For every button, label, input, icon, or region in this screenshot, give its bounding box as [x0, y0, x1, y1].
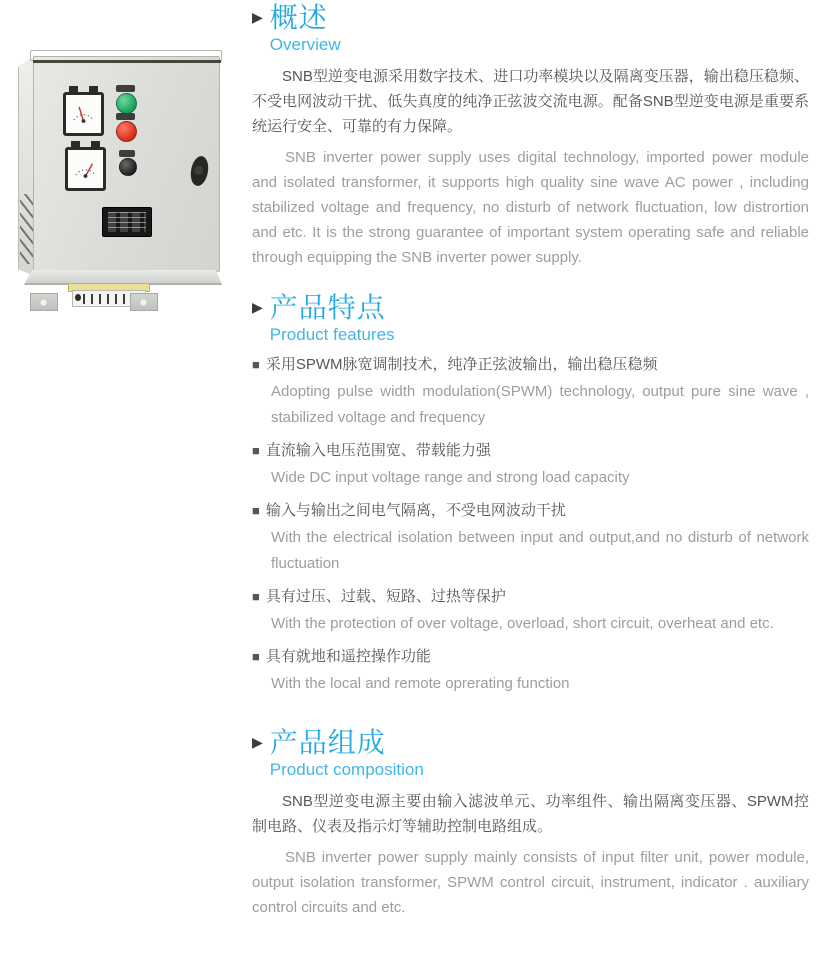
section-title-zh: 产品组成 [269, 727, 386, 758]
feature-item-en: Wide DC input voltage range and strong load capacity [271, 469, 630, 486]
feature-text-zh: 具有过压、过载、短路、过热等保护 [265, 588, 506, 605]
square-bullet-icon: ■ [252, 503, 260, 518]
feature-text-zh: 输入与输出之间电气隔离，不受电网波动干扰 [265, 502, 566, 519]
feature-text-zh: 具有就地和遥控操作功能 [265, 648, 431, 665]
terminal-screw [75, 294, 81, 301]
green-button-collar [116, 85, 135, 92]
square-bullet-icon: ■ [252, 443, 260, 458]
feature-item-zh [252, 498, 809, 523]
overview-paragraph-zh: SNB型逆变电源采用数字技术、进口功率模块以及隔离变压器，输出稳压稳频、不受电网波动干扰、低失真度的纯净正弦波交流电源。配备SNB型逆变电源是重要系统运行安全、可靠的有力保障。 [252, 68, 809, 135]
feature-item-en: With the local and remote oprerating function [271, 675, 570, 692]
content-column [252, 2, 809, 920]
feature-item-zh [252, 352, 809, 377]
green-button [116, 93, 137, 114]
section-composition [252, 727, 809, 920]
feature-item-zh [252, 584, 809, 609]
nameplate [102, 207, 152, 237]
square-bullet-icon: ■ [252, 357, 260, 372]
ventilation-slots [20, 194, 33, 264]
section-title-en: Overview [269, 35, 341, 54]
section-title-zh: 产品特点 [269, 292, 386, 323]
square-bullet-icon: ■ [252, 649, 260, 664]
composition-paragraph-zh: SNB型逆变电源主要由输入滤波单元、功率组件、输出隔离变压器、SPWM控制电路、仪表及指示灯等辅助控制电路组成。 [252, 793, 809, 835]
section-titles [270, 727, 424, 780]
section-title-en: Product features [269, 325, 395, 344]
feature-item-zh [252, 438, 809, 463]
analog-meter-bottom-icon [65, 147, 106, 191]
feature-item-zh [252, 644, 809, 669]
section-features [252, 292, 809, 697]
section-titles [270, 292, 395, 345]
square-bullet-icon: ■ [252, 589, 260, 604]
mounting-foot-left [30, 293, 58, 311]
section-arrow-icon: ▶ [252, 9, 263, 25]
section-header [252, 2, 809, 55]
section-overview [252, 2, 809, 270]
feature-text-zh: 直流输入电压范围宽、带载能力强 [265, 442, 491, 459]
mounting-foot-right [130, 293, 158, 311]
overview-paragraph-en: SNB inverter power supply uses digital technology, imported power module and isolated transformer, it supports high quality sine wave AC power , including stabilized voltage and frequency, no disturb of network fluctuation, low distrortion and etc. It is the strong guarantee of important system operating safe and reliable through equipping the SNB inverter power supply. [252, 149, 809, 266]
door-gap-line [33, 60, 221, 63]
section-header [252, 727, 809, 780]
product-photo [16, 48, 226, 314]
feature-item-en: With the protection of over voltage, overload, short circuit, overheat and etc. [271, 615, 774, 632]
section-arrow-icon: ▶ [252, 299, 263, 315]
black-knob-collar [119, 150, 135, 157]
section-header [252, 292, 809, 345]
section-title-zh: 概述 [269, 2, 328, 33]
feature-list [252, 352, 809, 697]
composition-paragraph-en: SNB inverter power supply mainly consists of input filter unit, power module, output isolation transformer, SPWM control circuit, instrument, indicator . auxiliary control circuits and etc. [252, 849, 809, 916]
feature-item-en: With the electrical isolation between input and output,and no disturb of network fluctuation [271, 529, 809, 572]
nameplate-text-rows [108, 212, 146, 232]
section-arrow-icon: ▶ [252, 734, 263, 750]
section-titles [270, 2, 341, 55]
red-button [116, 121, 137, 142]
analog-meter-top-icon [63, 92, 104, 136]
black-knob [119, 158, 137, 176]
feature-text-zh: 采用SPWM脉宽调制技术，纯净正弦波输出，输出稳压稳频 [265, 356, 658, 373]
red-button-collar [116, 113, 135, 120]
section-title-en: Product composition [269, 760, 424, 779]
feature-item-en: Adopting pulse width modulation(SPWM) technology, output pure sine wave , stabilized voltage and frequency [271, 383, 809, 426]
